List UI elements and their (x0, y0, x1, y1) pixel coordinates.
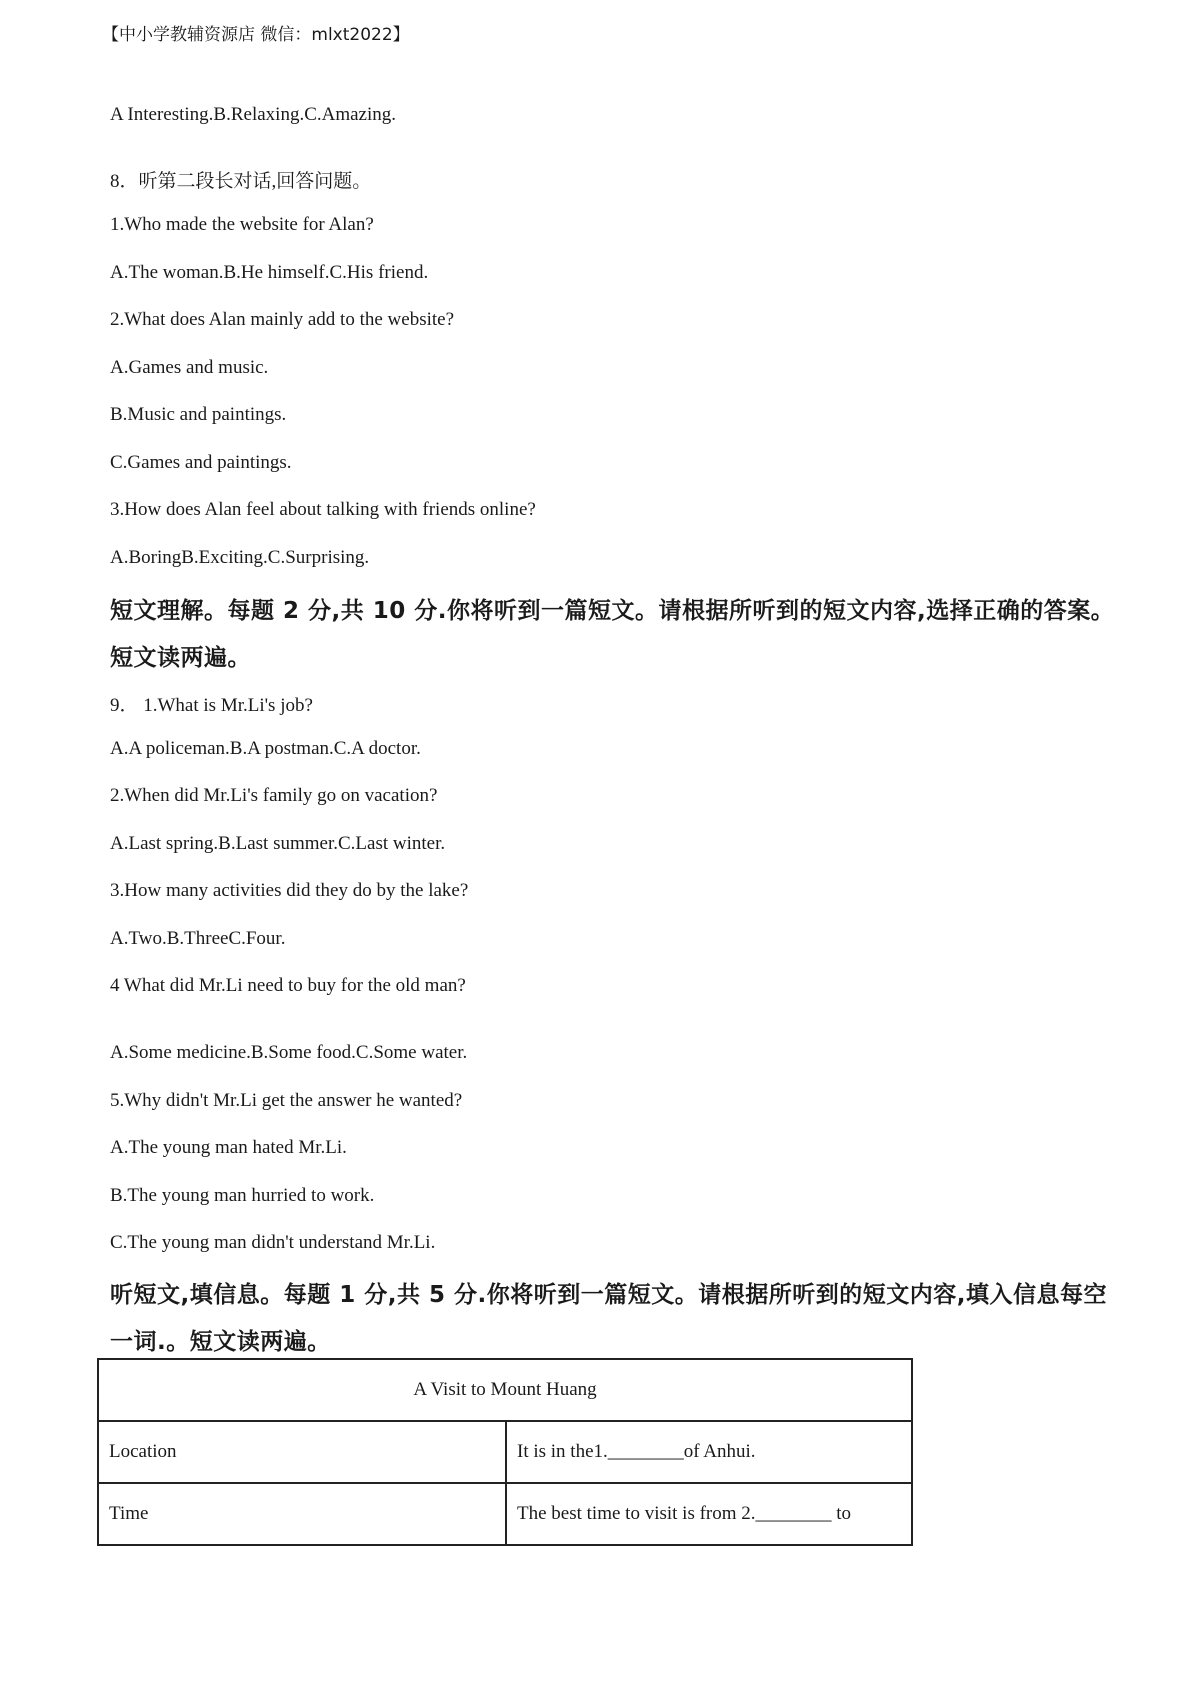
answer-options: A.Two.B.ThreeC.Four. (110, 928, 286, 949)
question: 1.Who made the website for Alan? (110, 214, 374, 235)
answer-options: A.Last spring.B.Last summer.C.Last winter. (110, 833, 446, 854)
question: 5.Why didn't Mr.Li get the answer he wanted? (110, 1090, 463, 1111)
answer-options: A.A policeman.B.A postman.C.A doctor. (110, 738, 421, 759)
answer-option: C.The young man didn't understand Mr.Li. (110, 1232, 436, 1253)
table-row (98, 1483, 912, 1545)
question: 9． 1.What is Mr.Li's job? (110, 695, 313, 716)
table-title: A Visit to Mount Huang (98, 1359, 912, 1421)
answer-options: A.BoringB.Exciting.C.Surprising. (110, 547, 370, 568)
table-content-cell: It is in the1.________of Anhui. (506, 1421, 912, 1483)
answer-option: A.The young man hated Mr.Li. (110, 1137, 347, 1158)
table-content-cell: The best time to visit is from 2.________ to (506, 1483, 912, 1545)
question: 3.How does Alan feel about talking with friends online? (110, 499, 536, 520)
question-heading: 8．听第二段长对话,回答问题。 (110, 171, 372, 192)
question: 3.How many activities did they do by the lake? (110, 880, 469, 901)
answer-options: A Interesting.B.Relaxing.C.Amazing. (110, 104, 397, 125)
section-instruction: 短文理解。每题 2 分,共 10 分.你将听到一篇短文。请根据所听到的短文内容,选择正确的答案。 (110, 598, 1115, 624)
answer-option: B.The young man hurried to work. (110, 1185, 375, 1206)
answer-options: A.Some medicine.B.Some food.C.Some water. (110, 1042, 468, 1063)
question: 4 What did Mr.Li need to buy for the old man? (110, 975, 466, 996)
question: 2.When did Mr.Li's family go on vacation? (110, 785, 438, 806)
section-instruction: 一词.。短文读两遍。 (110, 1329, 331, 1355)
info-table (97, 1358, 913, 1546)
section-instruction: 短文读两遍。 (110, 645, 251, 671)
answer-option: C.Games and paintings. (110, 452, 292, 473)
table-label-cell: Location (98, 1421, 506, 1483)
answer-option: B.Music and paintings. (110, 404, 287, 425)
question: 2.What does Alan mainly add to the website? (110, 309, 455, 330)
table-title-row (98, 1359, 912, 1421)
answer-option: A.Games and music. (110, 357, 269, 378)
table-label-cell: Time (98, 1483, 506, 1545)
header-note: 【中小学教辅资源店 微信：mlxt2022】 (102, 25, 410, 45)
section-instruction: 听短文,填信息。每题 1 分,共 5 分.你将听到一篇短文。请根据所听到的短文内容,填入信息每空 (110, 1282, 1107, 1308)
answer-options: A.The woman.B.He himself.C.His friend. (110, 262, 429, 283)
table-row (98, 1421, 912, 1483)
